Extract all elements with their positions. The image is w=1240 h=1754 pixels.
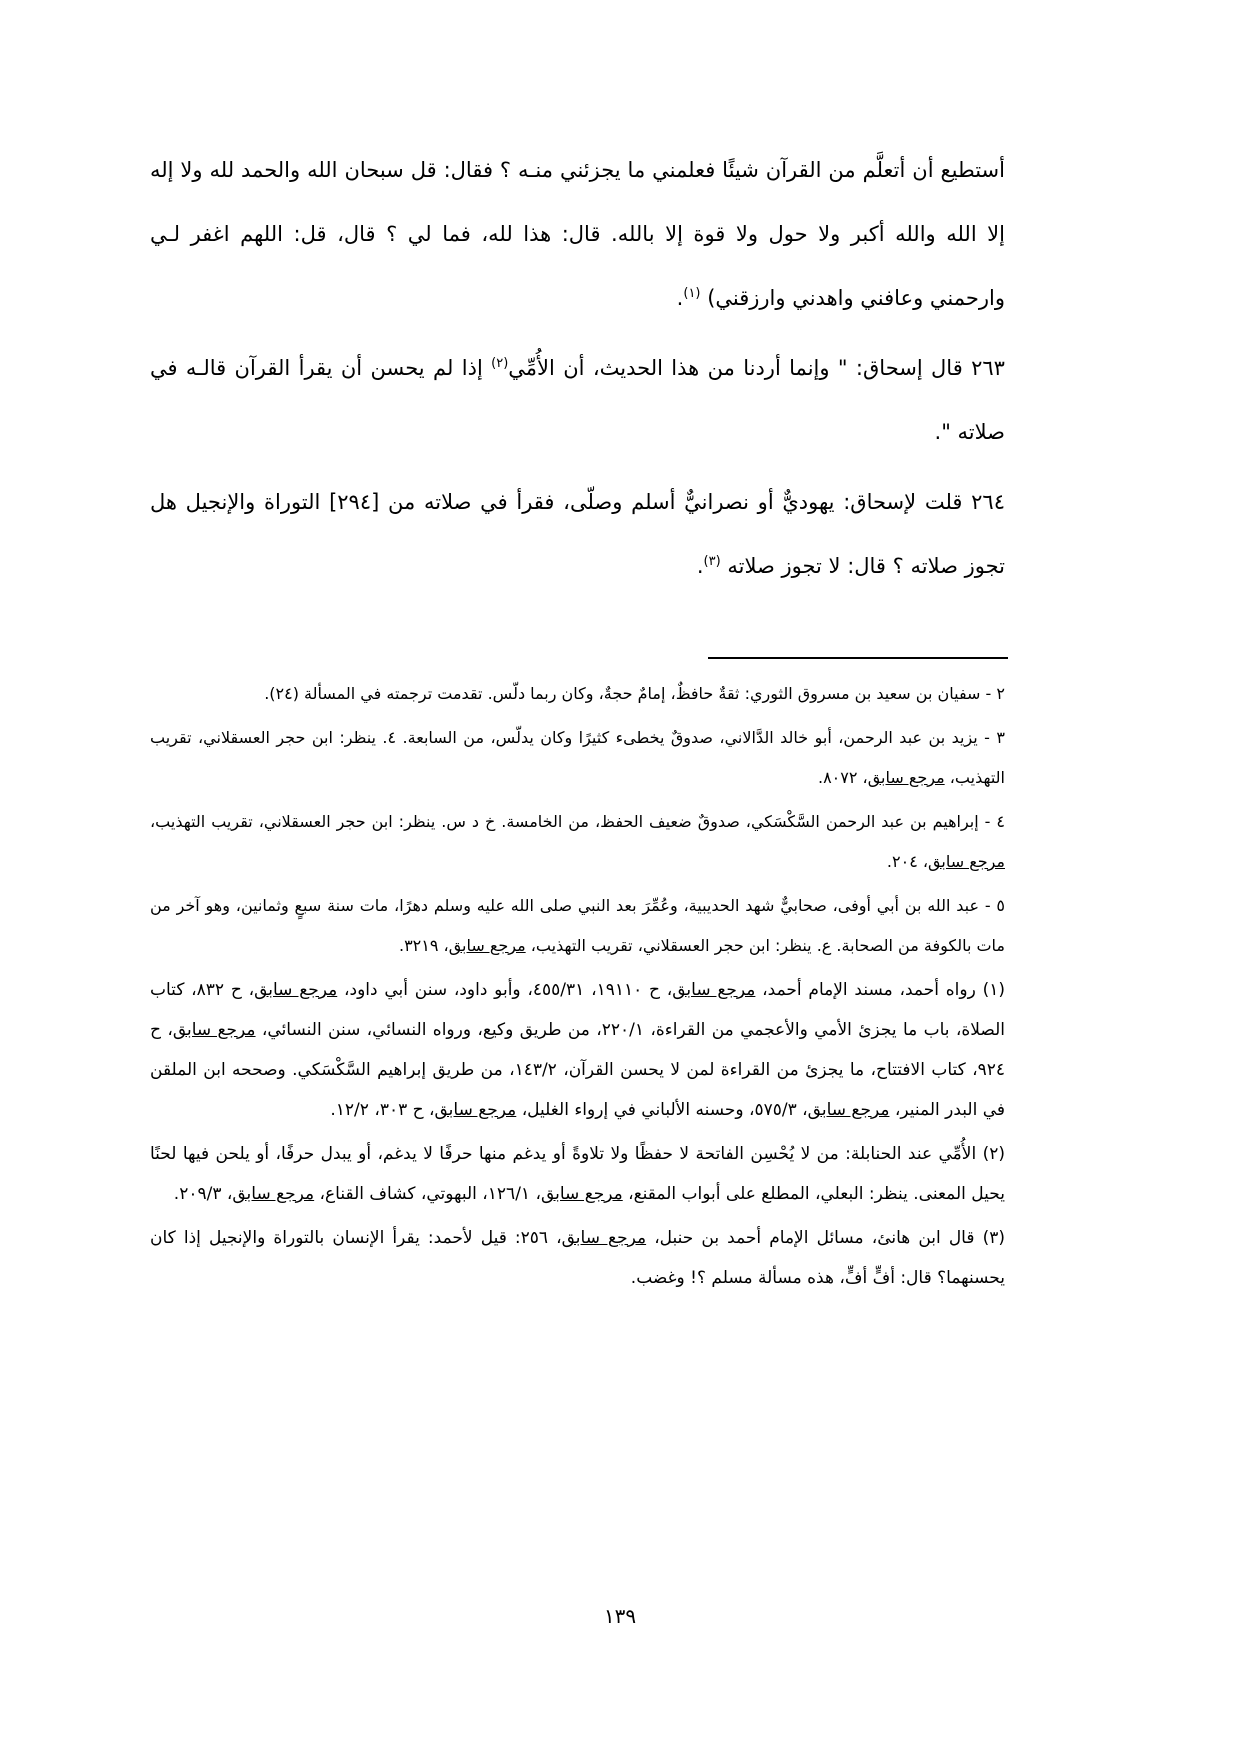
footnote-5-text: ٥ - عبد الله بن أبي أوفى، صحابيٌّ شهد الحديبية، وعُمِّرَ بعد النبي صلى الله عليه وسلم دهرًا، مات سنة سبعٍ وثمانين، وهو آخر من مات بالكوفة من الصحابة. ع. ينظر: ابن حجر العسقلاني، تقريب التهذيب، [150,896,1005,955]
footnote-3 [150,718,1005,798]
reference-1-link-1[interactable]: مرجع سابق [672,980,756,1000]
reference-1-part-4: ، ح ٩٢٤، كتاب الافتتاح، ما يجزئ من القراءة لمن لا يحسن القرآن، ١٤٣/٢، من طريق إبراهيم السَّكْسَكي. وصححه ابن الملقن في البدر المنير، [150,1020,1005,1120]
paragraph-1-text: أستطيع أن أتعلَّم من القرآن شيئًا فعلمني ما يجزئني منـه ؟ فقال: قل سبحان الله والحمد لله ولا إله إلا الله والله أكبر ولا حول ولا قوة إلا بالله. قال: هذا لله، فما لي ؟ قال، قل: اللهم اغفر لـي وارحمني وعافني واهدني وارزقني) [150,158,1005,310]
paragraph-3 [150,470,1005,598]
paragraph-3-end: . [696,554,704,578]
reference-1-part-5: ، ٥٧٥/٣، وحسنه الألباني في إرواء الغليل، [521,1100,808,1120]
paragraph-1 [150,138,1005,330]
footnote-5 [150,886,1005,966]
reference-3-part-1: (٣) قال ابن هانئ، مسائل الإمام أحمد بن حنبل، [654,1228,1005,1248]
footnote-ref-2[interactable]: (٢) [491,356,509,371]
footnote-4-link[interactable]: مرجع سابق [928,852,1005,871]
footnote-3-text: ٣ - يزيد بن عبد الرحمن، أبو خالد الدَّالاني، صدوقٌ يخطىء كثيرًا وكان يدلّس، من السابعة. ٤. ينظر: ابن حجر العسقلاني، تقريب التهذيب، [150,728,1005,787]
footnotes-section [150,674,1005,1302]
reference-3-part-2: ، ٢٥٦: قيل لأحمد: يقرأ الإنسان بالتوراة والإنجيل إذا كان يحسنهما؟ قال: أفٍّ أفٍّ، هذه مسألة مسلم ؟! وغضب. [150,1228,1005,1288]
footnote-3-end: ، ٨٠٧٢. [817,768,868,787]
reference-1-link-4[interactable]: مرجع سابق [807,1100,890,1120]
reference-1-link-5[interactable]: مرجع سابق [434,1100,517,1120]
reference-2-link-2[interactable]: مرجع سابق [232,1184,315,1204]
footnote-4-text: ٤ - إبراهيم بن عبد الرحمن السَّكْسَكي، صدوقٌ ضعيف الحفظ، من الخامسة. خ د س. ينظر: ابن حجر العسقلاني، تقريب التهذيب، [150,812,1005,831]
paragraph-2-end: إذا لم يحسن أن يقرأ القرآن قالـه في صلاته ". [150,356,1005,444]
footnote-4-end: ، ٢٠٤. [886,852,929,871]
footnote-2-text: ٢ - سفيان بن سعيد بن مسروق الثوري: ثقةٌ حافظٌ، إمامٌ حجةٌ، وكان ربما دلّس. تقدمت ترجمته في المسألة (٢٤). [264,684,1005,703]
footnote-ref-1[interactable]: (١) [683,286,701,301]
reference-2-part-3: ، ٢٠٩/٣. [173,1184,233,1204]
reference-1-part-6: ، ح ٣٠٣، ١٢/٢. [330,1100,435,1120]
paragraph-2 [150,336,1005,464]
reference-1 [150,970,1005,1130]
reference-1-part-2: ، ح ١٩١١٠، ٤٥٥/٣١، وأبو داود، سنن أبي داود، [344,980,673,1000]
footnote-4 [150,802,1005,882]
reference-2-part-1: (٢) الأُمِّي عند الحنابلة: من لا يُحْسِن الفاتحة لا حفظًا ولا تلاوةً أو يدغم منها حرفًا لا يدغم، أو يبدل حرفًا، أو يلحن فيها لحنًا يحيل المعنى. ينظر: البعلي، المطلع على أبواب المقنع، [150,1144,1005,1204]
footnote-separator [708,657,1008,659]
footnote-5-link[interactable]: مرجع سابق [448,936,526,955]
reference-3-link-1[interactable]: مرجع سابق [561,1228,647,1248]
paragraph-2-text: ٢٦٣ قال إسحاق: " وإنما أردنا من هذا الحديث، أن الأُمِّي [508,356,1005,380]
reference-2 [150,1134,1005,1214]
reference-1-link-2[interactable]: مرجع سابق [254,980,338,1000]
reference-1-part-1: (١) رواه أحمد، مسند الإمام أحمد، [762,980,1005,1000]
main-text [150,138,1005,604]
paragraph-3-text: ٢٦٤ قلت لإسحاق: يهوديٌّ أو نصرانيٌّ أسلم وصلّى، فقرأ في صلاته من [٢٩٤] التوراة والإنجيل هل تجوز صلاته ؟ قال: لا تجوز صلاته [150,490,1005,578]
footnote-ref-3[interactable]: (٣) [703,554,721,569]
footnote-2 [150,674,1005,714]
reference-1-part-3: ، ح ٨٣٢، كتاب الصلاة، باب ما يجزئ الأمي والأعجمي من القراءة، ٢٢٠/١، من طريق وكيع، ورواه النسائي، سنن النسائي، [150,980,1006,1040]
reference-3 [150,1218,1005,1298]
reference-2-part-2: ، ١٢٦/١، البهوتي، كشاف القناع، [319,1184,541,1204]
paragraph-1-end: . [676,286,684,310]
reference-1-link-3[interactable]: مرجع سابق [172,1020,256,1040]
footnote-3-link[interactable]: مرجع سابق [867,768,945,787]
reference-2-link-1[interactable]: مرجع سابق [540,1184,623,1204]
page-number: ١٣٩ [603,1604,637,1628]
footnote-5-end: ، ٣٢١٩. [398,936,449,955]
